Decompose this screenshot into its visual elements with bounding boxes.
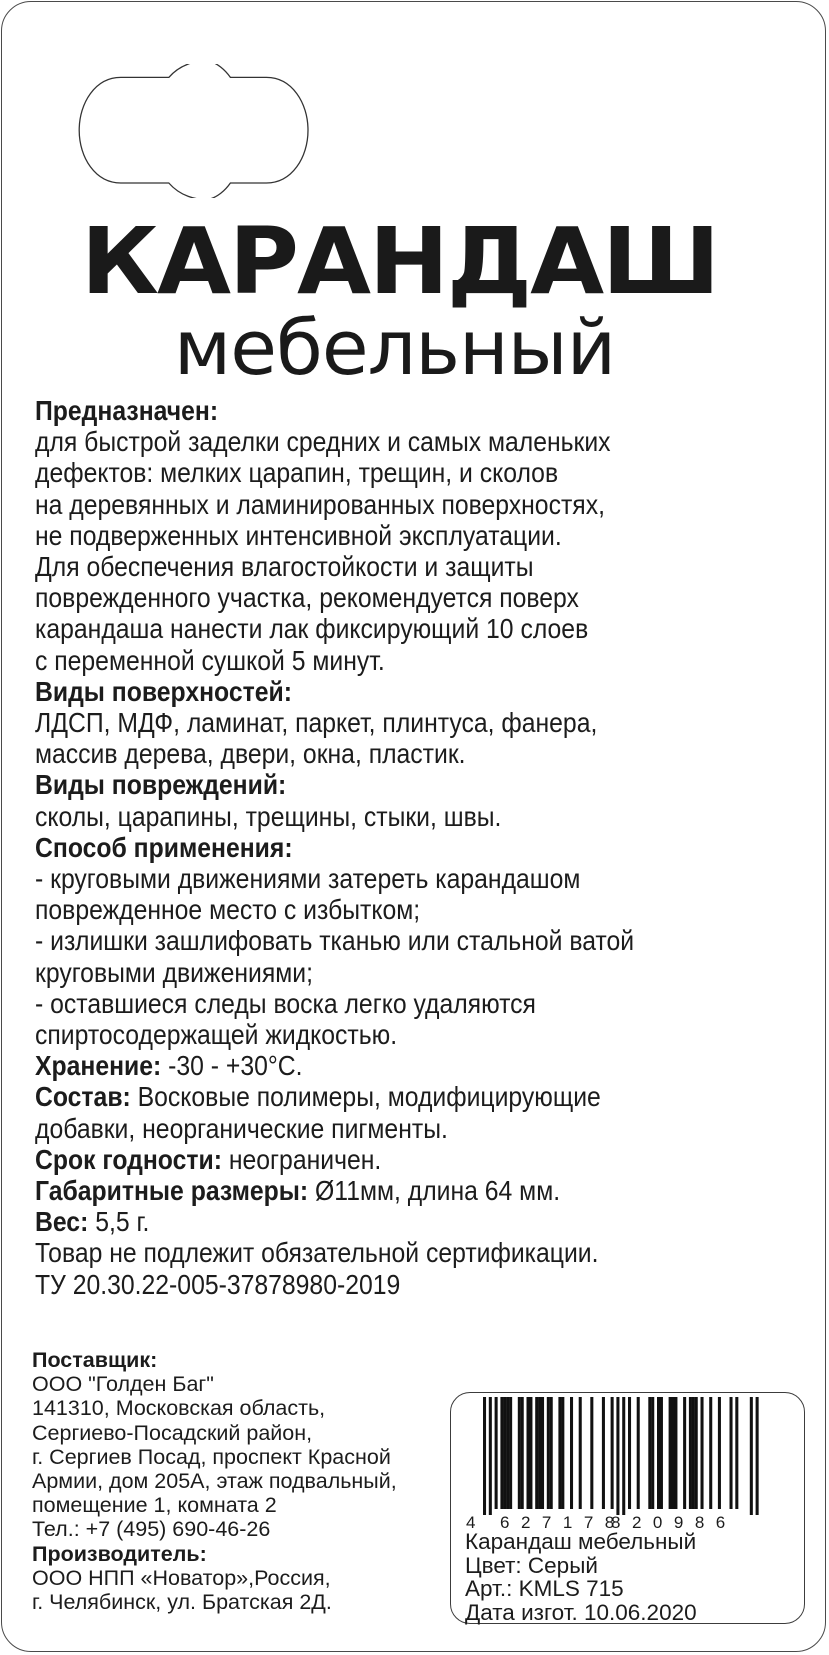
description-line — [35, 457, 719, 488]
barcode-right-digits: 820986 — [611, 1513, 737, 1532]
description-heading: Хранение: — [35, 1050, 162, 1082]
description-heading: Виды повреждений: — [35, 769, 287, 801]
product-subtitle: мебельный — [173, 303, 616, 392]
description-line — [35, 645, 719, 676]
description-text: - оставшиеся следы воска легко удаляются — [35, 987, 536, 1019]
description-text: Восковые полимеры, модифицирующие — [130, 1081, 601, 1113]
supplier-line — [32, 1493, 452, 1517]
description-line — [35, 1269, 719, 1300]
description-text: -30 - +30°C. — [161, 1050, 303, 1082]
description-line — [35, 1237, 719, 1268]
supplier-line — [32, 1590, 452, 1614]
label-manufacture-date: Дата изгот. 10.06.2020 — [465, 1599, 697, 1625]
supplier-line — [32, 1372, 452, 1396]
supplier-text: помещение 1, комната 2 — [32, 1493, 277, 1518]
supplier-line — [32, 1517, 452, 1541]
description-heading: Предназначен: — [35, 395, 219, 426]
description-line — [35, 489, 719, 520]
description-text: карандаша нанести лак фиксирующий 10 слоев — [35, 613, 589, 645]
description-text: неограничен. — [221, 1143, 382, 1175]
barcode-first-digit: 4 — [466, 1513, 476, 1532]
description-line — [35, 957, 719, 988]
label-product-name: Карандаш мебельный — [465, 1529, 697, 1554]
description-line — [35, 426, 719, 457]
supplier-line — [32, 1396, 452, 1420]
description-line — [35, 707, 719, 738]
description-text: - круговыми движениями затереть карандашом — [35, 863, 581, 895]
description-line — [35, 988, 719, 1019]
description-heading: Состав: — [35, 1081, 131, 1113]
label-color: Цвет: Серый — [465, 1552, 598, 1578]
description-text: поврежденного участка, рекомендуется поверх — [35, 582, 579, 614]
description-line — [35, 832, 719, 863]
barcode-left-digits: 627178 — [500, 1513, 626, 1532]
description-line — [35, 1019, 719, 1050]
supplier-line — [32, 1542, 452, 1566]
supplier-text: г. Сергиев Посад, проспект Красной — [32, 1444, 391, 1469]
euro-hang-hole-icon — [74, 64, 316, 198]
supplier-text: г. Челябинск, ул. Братская 2Д. — [32, 1590, 332, 1615]
description-text: массив дерева, двери, окна, пластик. — [35, 738, 466, 770]
supplier-line — [32, 1469, 452, 1493]
supplier-text: Армии, дом 205А, этаж подвальный, — [32, 1469, 397, 1494]
description-heading: Способ применения: — [35, 831, 293, 863]
description-text: Товар не подлежит обязательной сертификации. — [35, 1237, 599, 1269]
supplier-line — [32, 1421, 452, 1445]
description-text: Для обеспечения влагостойкости и защиты — [35, 551, 534, 583]
description-line — [35, 1081, 719, 1112]
description-text: дефектов: мелких царапин, трещин, и сколов — [35, 457, 559, 489]
description-text: сколы, царапины, трещины, стыки, швы. — [35, 800, 502, 832]
supplier-heading: Поставщик: — [32, 1348, 158, 1372]
supplier-info — [32, 1348, 452, 1614]
description-line — [35, 1050, 719, 1081]
supplier-text: Сергиево-Посадский район, — [32, 1420, 313, 1445]
description-text: на деревянных и ламинированных поверхностях, — [35, 488, 605, 520]
description-line — [35, 551, 719, 582]
description-text: добавки, неорганические пигменты. — [35, 1112, 448, 1144]
description-line — [35, 1144, 719, 1175]
description-text: не подверженных интенсивной эксплуатации. — [35, 519, 562, 551]
description-line — [35, 1113, 719, 1144]
label-details — [465, 1530, 795, 1624]
description-heading: Срок годности: — [35, 1143, 222, 1175]
product-title: КАРАНДАШ — [80, 208, 719, 315]
description-heading: Габаритные размеры: — [35, 1175, 309, 1207]
description-text: спиртосодержащей жидкостью. — [35, 1019, 398, 1051]
description-text: круговыми движениями; — [35, 956, 313, 988]
description-line — [35, 613, 719, 644]
description-text: ТУ 20.30.22-005-37878980-2019 — [35, 1268, 401, 1300]
description-text: ЛДСП, МДФ, ламинат, паркет, плинтуса, фанера, — [35, 707, 598, 739]
description-heading: Виды поверхностей: — [35, 675, 292, 707]
description-text: поврежденное место с избытком; — [35, 894, 421, 926]
description-text: для быстрой заделки средних и самых маленьких — [35, 426, 611, 458]
supplier-line — [32, 1445, 452, 1469]
description-line — [35, 395, 719, 426]
description-line — [35, 863, 719, 894]
description-line — [35, 801, 719, 832]
description-line — [35, 769, 719, 800]
label-article: Арт.: KMLS 715 — [465, 1576, 624, 1601]
description-line — [35, 582, 719, 613]
description-heading: Вес: — [35, 1206, 89, 1238]
description-text: Ø11мм, длина 64 мм. — [308, 1175, 561, 1207]
description-line — [35, 676, 719, 707]
product-description — [35, 395, 719, 1300]
description-text: с переменной сушкой 5 минут. — [35, 644, 385, 676]
description-line — [35, 925, 719, 956]
supplier-text: 141310, Московская область, — [32, 1396, 326, 1421]
description-text: - излишки зашлифовать тканью или стальной ватой — [35, 925, 635, 957]
supplier-text: Тел.: +7 (495) 690-46-26 — [32, 1517, 271, 1542]
supplier-text: ООО НПП «Новатор»,Россия, — [32, 1565, 331, 1590]
supplier-line — [32, 1566, 452, 1590]
description-line — [35, 1206, 719, 1237]
description-text: 5,5 г. — [88, 1206, 150, 1238]
supplier-line — [32, 1348, 452, 1372]
barcode — [483, 1397, 773, 1515]
description-line — [35, 894, 719, 925]
description-line — [35, 520, 719, 551]
supplier-text: ООО "Голден Баг" — [32, 1372, 214, 1397]
supplier-heading: Производитель: — [32, 1541, 207, 1566]
description-line — [35, 738, 719, 769]
description-line — [35, 1175, 719, 1206]
